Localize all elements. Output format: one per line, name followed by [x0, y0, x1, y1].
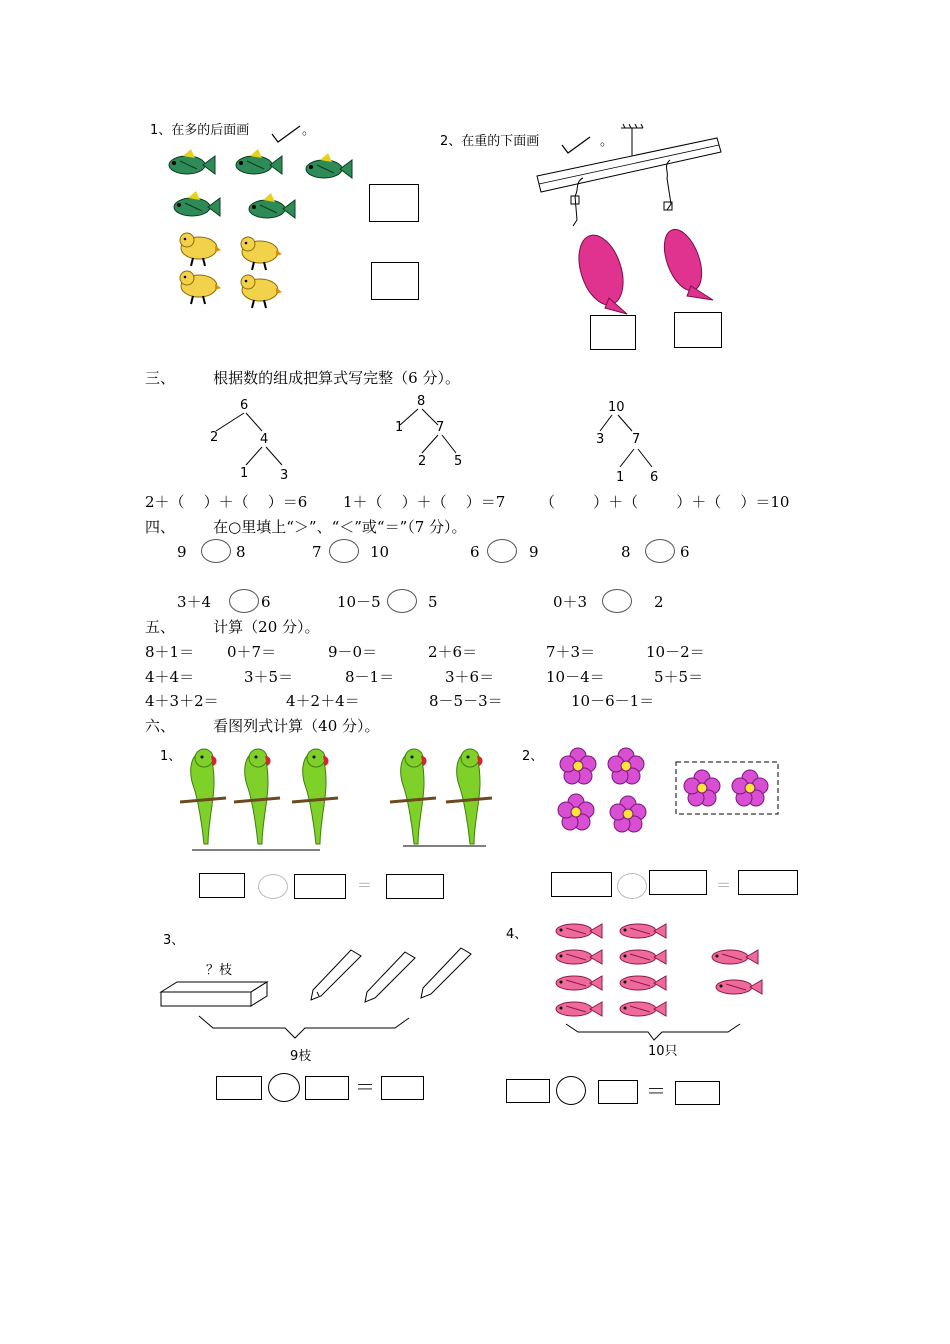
calc-r2-4[interactable]: 3＋6＝	[445, 668, 495, 686]
compare-circle-4[interactable]	[645, 539, 675, 563]
answer-box-chick[interactable]	[371, 262, 419, 300]
problem-2-number: 2、	[522, 749, 544, 764]
pink-fish-left	[571, 230, 631, 314]
p3-box-3[interactable]	[381, 1076, 424, 1100]
green-fish-group	[160, 145, 360, 225]
p4-total-label: 10只	[648, 1044, 678, 1059]
p1-box-3[interactable]	[386, 874, 444, 899]
tree-3-right: 7	[632, 432, 641, 447]
compare-5-right: 6	[261, 593, 271, 611]
p2-box-1[interactable]	[551, 872, 612, 897]
problem-4-number: 4、	[506, 927, 528, 942]
chick-icon	[241, 275, 282, 308]
p3-box-2[interactable]	[305, 1076, 349, 1100]
fish-icon	[716, 980, 762, 994]
calc-r1-4[interactable]: 2＋6＝	[428, 643, 478, 661]
pencils-figure	[155, 942, 485, 1042]
calc-r2-2[interactable]: 3＋5＝	[244, 668, 294, 686]
chick-icon	[241, 237, 282, 270]
q1-label: 1、在多的后面画	[150, 123, 254, 138]
tree-1-right: 4	[260, 432, 269, 447]
compare-circle-2[interactable]	[329, 539, 359, 563]
fish-icon	[556, 924, 602, 938]
answer-box-fish[interactable]	[369, 184, 419, 222]
fish-icon	[620, 950, 666, 964]
compare-1-right: 8	[236, 543, 246, 561]
calc-r1-1[interactable]: 8＋1＝	[145, 643, 195, 661]
section-3-eq-1[interactable]: 2＋（ ）＋（ ）＝6	[145, 493, 308, 511]
compare-circle-1[interactable]	[201, 539, 231, 563]
p2-box-3[interactable]	[738, 870, 798, 895]
p1-box-2[interactable]	[294, 874, 346, 899]
compare-2-left: 7	[312, 543, 322, 561]
p2-operator-circle[interactable]	[617, 873, 647, 899]
tree-1-sub-right: 3	[280, 468, 289, 483]
section-3-eq-3[interactable]: （ ）＋（ ）＋（ ）＝10	[540, 493, 790, 511]
p4-equals: ＝	[646, 1079, 666, 1103]
calc-r1-3[interactable]: 9－0＝	[328, 643, 378, 661]
problem-1-number: 1、	[160, 749, 182, 764]
fish-icon	[249, 193, 295, 218]
fish-icon	[236, 149, 282, 174]
section-4-title: 四、 在○里填上“＞”、“＜”或“＝”（7 分）。	[145, 518, 467, 536]
fish-icon	[620, 1002, 666, 1016]
calc-r2-5[interactable]: 10－4＝	[546, 668, 605, 686]
calc-r1-2[interactable]: 0＋7＝	[227, 643, 277, 661]
parrot-icon	[292, 749, 338, 844]
q2-tail: 。	[600, 134, 614, 149]
q1-tail: 。	[302, 123, 316, 138]
compare-circle-3[interactable]	[487, 539, 517, 563]
chick-icon	[180, 271, 221, 304]
tree-2-sub-right: 5	[454, 454, 463, 469]
q2-label: 2、在重的下面画	[440, 134, 544, 149]
tree-3-sub-right: 6	[650, 470, 659, 485]
pencil-icon	[311, 950, 361, 1000]
calc-r2-1[interactable]: 4＋4＝	[145, 668, 195, 686]
p2-box-2[interactable]	[649, 870, 707, 895]
tree-3-top: 10	[608, 400, 625, 415]
tree-2-right: 7	[436, 420, 445, 435]
fish-icon	[556, 976, 602, 990]
calc-r3-3[interactable]: 8－5－3＝	[429, 692, 503, 710]
section-6-title: 六、 看图列式计算（40 分）。	[145, 717, 380, 735]
p3-equals: ＝	[355, 1075, 375, 1099]
parrot-icon	[446, 749, 492, 844]
p4-box-3[interactable]	[675, 1081, 720, 1105]
tree-1-sub-left: 1	[240, 466, 249, 481]
problem-3-number: 3、	[163, 933, 185, 948]
p1-operator-circle[interactable]	[258, 874, 288, 899]
calc-r1-5[interactable]: 7＋3＝	[546, 643, 596, 661]
chick-group	[170, 230, 290, 310]
p3-unknown-label: ？枝	[206, 963, 233, 978]
p4-operator-circle[interactable]	[556, 1076, 586, 1105]
parrot-icon	[180, 749, 226, 844]
fish-icon	[174, 191, 220, 216]
answer-box-left-fish[interactable]	[590, 315, 636, 350]
parrot-icon	[390, 749, 436, 844]
p3-total-label: 9枝	[290, 1049, 312, 1064]
flower-icon	[732, 770, 768, 806]
p4-box-1[interactable]	[506, 1079, 550, 1103]
compare-2-right: 10	[370, 543, 390, 561]
tree-3-left: 3	[596, 432, 605, 447]
tree-2-sub-left: 2	[418, 454, 427, 469]
calc-r3-2[interactable]: 4＋2＋4＝	[286, 692, 360, 710]
p3-operator-circle[interactable]	[268, 1073, 300, 1102]
flower-icon	[558, 794, 594, 830]
section-5-title: 五、 计算（20 分）。	[145, 618, 320, 636]
tree-1-top: 6	[240, 398, 249, 413]
compare-3-right: 9	[529, 543, 539, 561]
p2-equals: ＝	[716, 876, 732, 894]
flower-icon	[560, 748, 596, 784]
parrots-figure	[178, 742, 508, 857]
compare-7-right: 2	[654, 593, 664, 611]
compare-5-left: 3＋4	[177, 593, 212, 611]
compare-4-left: 8	[621, 543, 631, 561]
calc-r3-4[interactable]: 10－6－1＝	[571, 692, 655, 710]
pencil-icon	[365, 952, 415, 1002]
flower-icon	[608, 748, 644, 784]
chick-icon	[180, 233, 221, 266]
tree-2-left: 1	[395, 420, 404, 435]
compare-7-left: 0＋3	[553, 593, 588, 611]
section-3-title: 三、 根据数的组成把算式写完整（6 分）。	[145, 369, 460, 387]
section-3-eq-2[interactable]: 1＋（ ）＋（ ）＝7	[343, 493, 506, 511]
number-trees	[200, 395, 720, 490]
fish-icon	[169, 149, 215, 174]
pink-fish-figure	[548, 918, 768, 1038]
fish-icon	[556, 950, 602, 964]
fish-icon	[556, 1002, 602, 1016]
calc-r1-6[interactable]: 10－2＝	[646, 643, 705, 661]
compare-circle-6[interactable]	[387, 589, 417, 613]
p3-box-1[interactable]	[216, 1076, 262, 1100]
flower-icon	[610, 796, 646, 832]
compare-3-left: 6	[470, 543, 480, 561]
tree-2-top: 8	[417, 394, 426, 409]
compare-6-left: 10－5	[337, 593, 381, 611]
fish-icon	[620, 976, 666, 990]
fish-icon	[306, 153, 352, 178]
calc-r2-6[interactable]: 5＋5＝	[654, 668, 704, 686]
compare-4-right: 6	[680, 543, 690, 561]
compare-circle-7[interactable]	[602, 589, 632, 613]
p1-equals: ＝	[357, 876, 373, 894]
compare-1-left: 9	[177, 543, 187, 561]
flower-icon	[684, 770, 720, 806]
flowers-figure	[552, 742, 782, 837]
fish-icon	[620, 924, 666, 938]
calc-r3-1[interactable]: 4＋3＋2＝	[145, 692, 219, 710]
balance-scale-figure	[535, 120, 735, 320]
pink-fish-right	[657, 224, 713, 300]
compare-6-right: 5	[428, 593, 438, 611]
p4-box-2[interactable]	[598, 1080, 638, 1104]
pencil-icon	[421, 948, 471, 998]
fish-icon	[712, 950, 758, 964]
p1-box-1[interactable]	[199, 873, 245, 898]
compare-circle-5[interactable]	[229, 589, 259, 613]
tree-3-sub-left: 1	[616, 470, 625, 485]
parrot-icon	[234, 749, 280, 844]
answer-box-right-fish[interactable]	[674, 312, 722, 348]
tree-1-left: 2	[210, 430, 219, 445]
calc-r2-3[interactable]: 8－1＝	[345, 668, 395, 686]
